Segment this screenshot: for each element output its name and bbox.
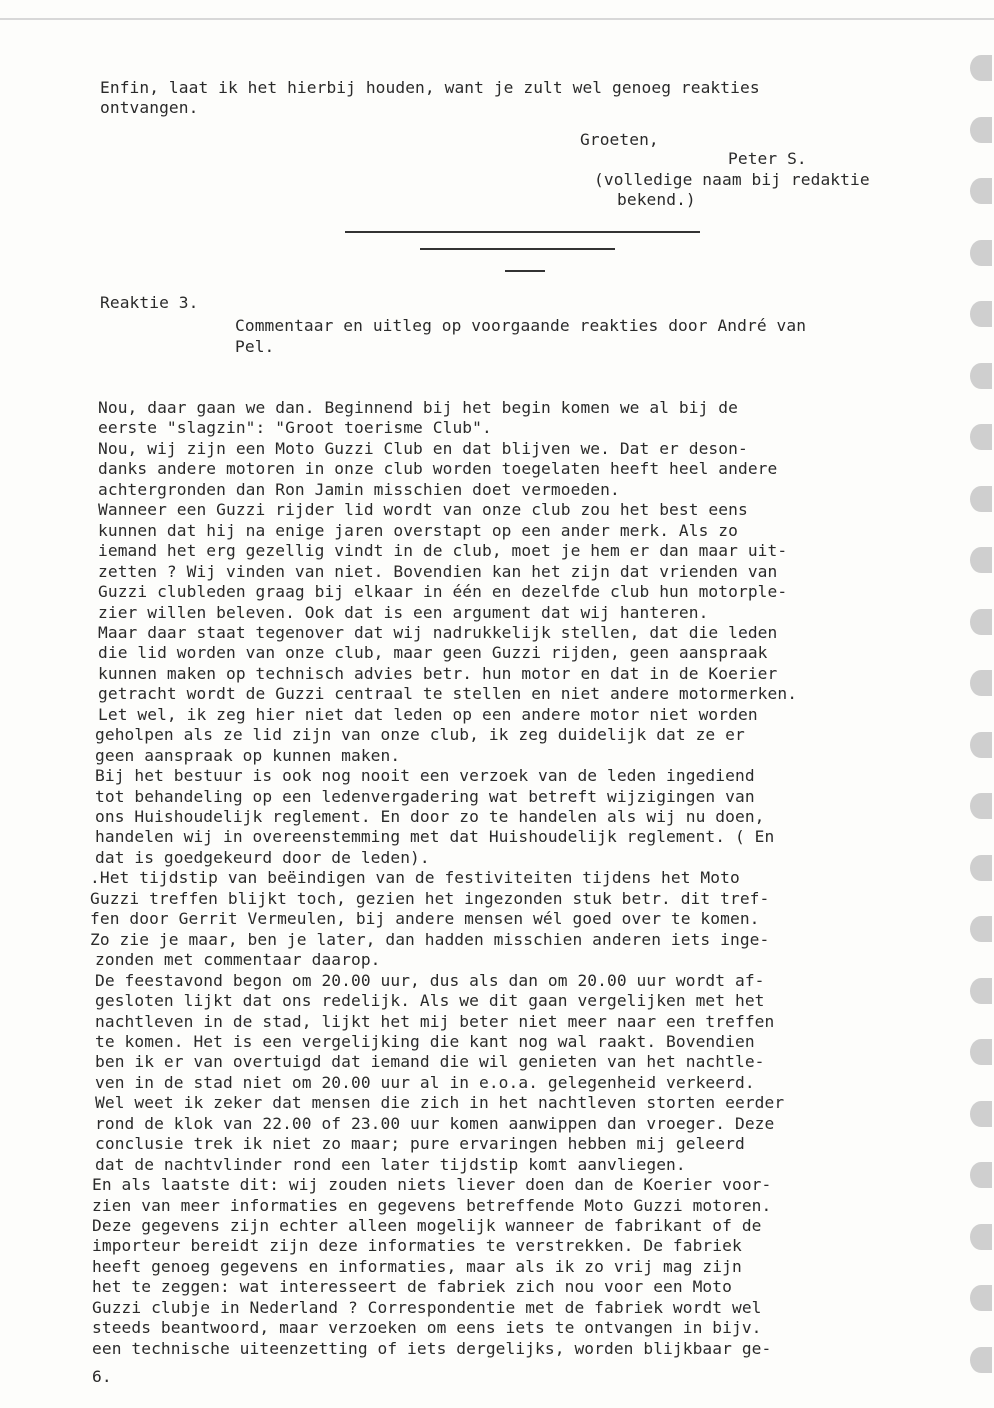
body-line: fen door Gerrit Vermeulen, bij andere mensen wél goed over te komen. <box>90 909 760 929</box>
binder-hole <box>970 732 992 758</box>
body-line: die lid worden van onze club, maar geen Guzzi rijden, geen aanspraak <box>98 643 768 663</box>
closing-line-2: ontvangen. <box>100 98 199 117</box>
body-line: Wanneer een Guzzi rijder lid wordt van onze club zou het best eens <box>98 500 748 520</box>
scan-top-edge <box>0 18 994 20</box>
body-line: achtergronden dan Ron Jamin misschien doet vermoeden. <box>98 479 620 499</box>
body-line: De feestavond begon om 20.00 uur, dus als dan om 20.00 uur wordt af- <box>95 970 765 990</box>
binder-holes <box>966 40 994 1408</box>
binder-hole <box>970 117 992 143</box>
body-line: het te zeggen: wat interesseert de fabriek zich nou voor een Moto <box>92 1277 732 1297</box>
body-line: ven in de stad niet om 20.00 uur al in e.o.a. gelegenheid verkeerd. <box>95 1072 755 1092</box>
body-line: te komen. Het is een vergelijking die kant nog wal raakt. Bovendien <box>95 1031 755 1051</box>
body-line: getracht wordt de Guzzi centraal te stellen en niet andere motormerken. <box>98 684 798 704</box>
binder-hole <box>970 916 992 942</box>
body-line: kunnen dat hij na enige jaren overstapt op een ander merk. Als zo <box>98 520 738 540</box>
binder-hole <box>970 978 992 1004</box>
body-line: steeds beantwoord, maar verzoeken om eens iets te ontvangen in bijv. <box>92 1318 762 1338</box>
body-line: kunnen maken op technisch advies betr. hun motor en dat in de Koerier <box>98 663 778 683</box>
binder-hole <box>970 609 992 635</box>
body-line: iemand het erg gezellig vindt in de club, moet je hem er dan maar uit- <box>98 541 788 561</box>
body-line: Nou, wij zijn een Moto Guzzi Club en dat blijven we. Dat er deson- <box>98 438 748 458</box>
binder-hole <box>970 547 992 573</box>
body-line: eerste "slagzin": "Groot toerisme Club". <box>98 418 492 438</box>
binder-hole <box>970 424 992 450</box>
body-line: zier willen beleven. Ook dat is een argument dat wij hanteren. <box>98 602 709 622</box>
reaction-subtitle-line-2: Pel. <box>235 337 275 356</box>
body-line: een technische uiteenzetting of iets dergelijks, worden blijkbaar ge- <box>92 1338 772 1358</box>
separator-rule-short <box>505 270 545 272</box>
body-line: Guzzi clubje in Nederland ? Correspondentie met de fabriek wordt wel <box>92 1297 762 1317</box>
binder-hole <box>970 1285 992 1311</box>
reaction-heading: Reaktie 3. <box>100 293 199 312</box>
binder-hole <box>970 178 992 204</box>
signature: Peter S. <box>728 149 807 168</box>
binder-hole <box>970 1039 992 1065</box>
binder-hole <box>970 1162 992 1188</box>
binder-hole <box>970 1224 992 1250</box>
binder-hole <box>970 55 992 81</box>
binder-hole <box>970 670 992 696</box>
body-line: geholpen als ze lid zijn van onze club, ik zeg duidelijk dat ze er <box>95 725 745 745</box>
body-line: gesloten lijkt dat ons redelijk. Als we dit gaan vergelijken met het <box>95 991 765 1011</box>
body-line: danks andere motoren in onze club worden toegelaten heeft heel andere <box>98 459 778 479</box>
body-line: Maar daar staat tegenover dat wij nadrukkelijk stellen, dat die leden <box>98 622 778 642</box>
body-line: Deze gegevens zijn echter alleen mogelijk wanneer de fabrikant of de <box>92 1216 762 1235</box>
binder-hole <box>970 363 992 389</box>
body-line: Nou, daar gaan we dan. Beginnend bij het begin komen we al bij de <box>98 398 738 417</box>
body-line: Guzzi treffen blijkt toch, gezien het ingezonden stuk betr. dit tref- <box>90 888 770 908</box>
reaction-subtitle-line-1: Commentaar en uitleg op voorgaande reakties door André van <box>235 316 807 335</box>
binder-hole <box>970 793 992 819</box>
body-line: dat is goedgekeurd door de leden). <box>95 847 430 867</box>
binder-hole <box>970 240 992 266</box>
binder-hole <box>970 1101 992 1127</box>
body-line: Let wel, ik zeg hier niet dat leden op een andere motor niet worden <box>98 704 758 724</box>
signature-note-line-1: (volledige naam bij redaktie <box>594 170 870 189</box>
body-line: heeft genoeg gegevens en informaties, maar als ik zo vrij mag zijn <box>92 1256 742 1276</box>
signature-note-line-2: bekend.) <box>617 190 696 209</box>
page-number: 6. <box>92 1367 112 1386</box>
separator-rule-medium <box>420 248 615 250</box>
binder-hole <box>970 1347 992 1373</box>
body-line: rond de klok van 22.00 of 23.00 uur komen aanwippen dan vroeger. Deze <box>95 1113 775 1133</box>
body-line: conclusie trek ik niet zo maar; pure ervaringen hebben mij geleerd <box>95 1134 745 1154</box>
body-line: Wel weet ik zeker dat mensen die zich in het nachtleven storten eerder <box>95 1093 785 1113</box>
body-line: Bij het bestuur is ook nog nooit een verzoek van de leden ingediend <box>95 766 755 786</box>
body-line: geen aanspraak op kunnen maken. <box>95 745 401 765</box>
binder-hole <box>970 301 992 327</box>
body-line: zonden met commentaar daarop. <box>95 950 381 970</box>
body-line: Guzzi clubleden graag bij elkaar in één en dezelfde club hun motorple- <box>98 582 788 602</box>
body-line: dat de nachtvlinder rond een later tijdstip komt aanvliegen. <box>95 1154 686 1174</box>
body-line: zetten ? Wij vinden van niet. Bovendien kan het zijn dat vrienden van <box>98 561 778 581</box>
body-line: ben ik er van overtuigd dat iemand die wil genieten van het nachtle- <box>95 1052 765 1072</box>
greeting: Groeten, <box>580 130 659 149</box>
body-line: zien van meer informaties en gegevens betreffende Moto Guzzi motoren. <box>92 1195 772 1215</box>
body-line: handelen wij in overeenstemming met dat Huishoudelijk reglement. ( En <box>95 827 775 847</box>
body-line: nachtleven in de stad, lijkt het mij beter niet meer naar een treffen <box>95 1011 775 1031</box>
binder-hole <box>970 855 992 881</box>
body-line: .Het tijdstip van beëindigen van de festiviteiten tijdens het Moto <box>90 868 740 888</box>
body-line: tot behandeling op een ledenvergadering wat betreft wijzigingen van <box>95 786 755 806</box>
body-line: Zo zie je maar, ben je later, dan hadden misschien anderen iets inge- <box>90 929 770 949</box>
body-line: ons Huishoudelijk reglement. En door zo te handelen als wij nu doen, <box>95 807 765 826</box>
body-line: En als laatste dit: wij zouden niets liever doen dan de Koerier voor- <box>92 1175 772 1195</box>
binder-hole <box>970 486 992 512</box>
separator-rule-long <box>345 231 700 233</box>
closing-line-1: Enfin, laat ik het hierbij houden, want je zult wel genoeg reakties <box>100 78 760 97</box>
body-line: importeur bereidt zijn deze informaties te verstrekken. De fabriek <box>92 1236 742 1256</box>
